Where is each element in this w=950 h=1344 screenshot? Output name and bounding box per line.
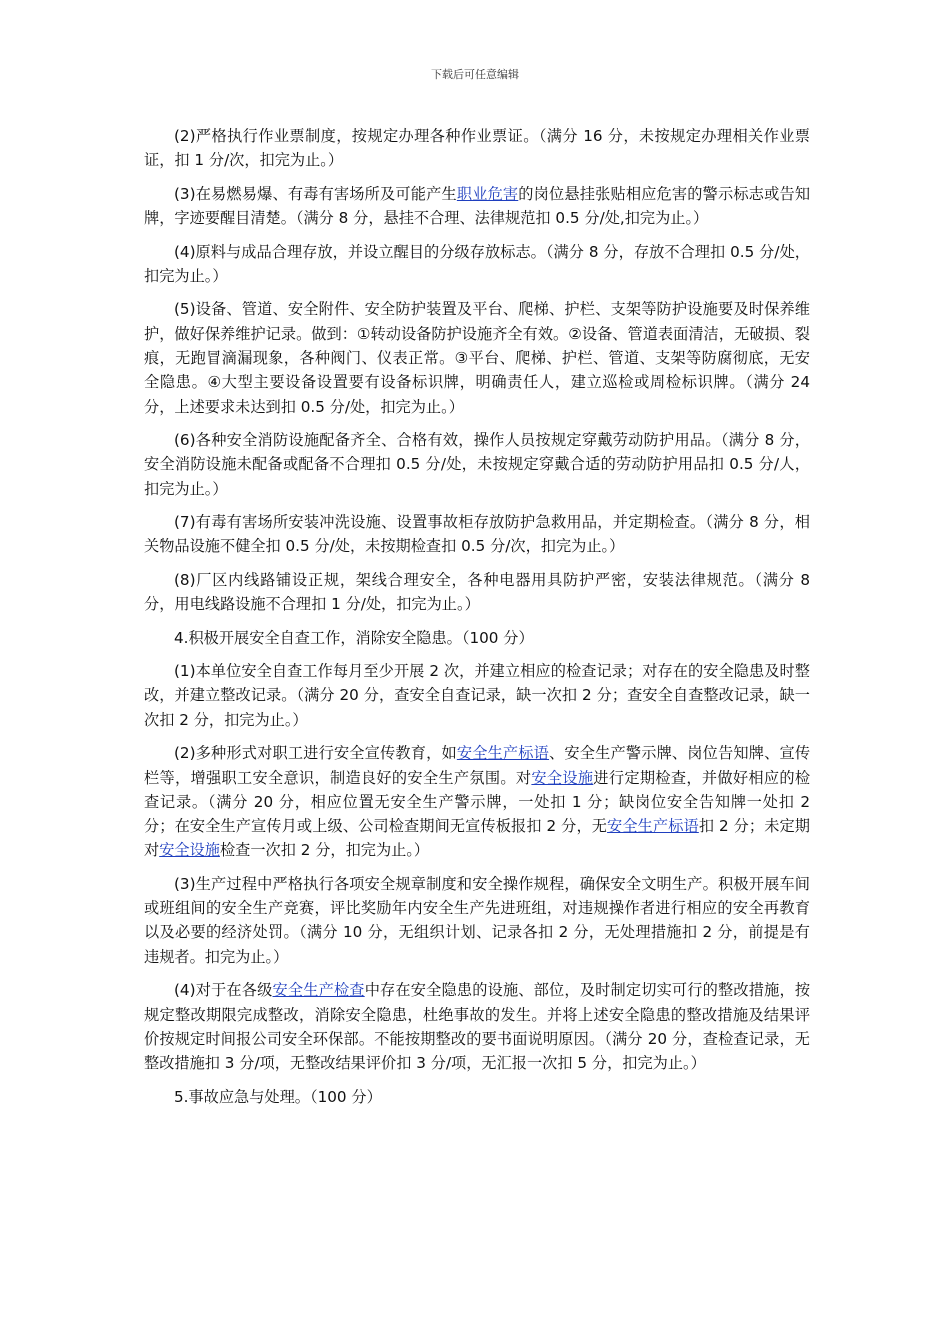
paragraph-text: (2)多种形式对职工进行安全宣传教育，如 [174, 744, 457, 763]
paragraph-text: (3)生产过程中严格执行各项安全规章制度和安全操作规程，确保安全文明生产。积极开展车间或班组间的安全生产竞赛，评比奖励年内安全生产先进班组，对违规操作者进行相应的安全再教育以及必要的经济处罚。（满分 10 分，无组织计划、记录各扣 2 分，无处理措施扣 2 分，前提是有违规者。扣完为止。） [144, 874, 810, 966]
paragraph-p-4-3-production [144, 872, 810, 969]
paragraph-p-section-4 [144, 626, 810, 650]
paragraph-text: (7)有毒有害场所安装冲洗设施、设置事故柜存放防护急救用品，并定期检查。（满分 8 分，相关物品设施不健全扣 0.5 分/处，未按期检查扣 0.5 分/次，扣完为止。） [144, 513, 810, 556]
paragraph-text: (8)厂区内线路铺设正规，架线合理安全，各种电器用具防护严密，安装法律规范。（满分 8 分，用电线路设施不合理扣 1 分/处，扣完为止。） [144, 570, 810, 614]
paragraph-text: 5.事故应急与处理。（100 分） [174, 1087, 382, 1106]
paragraph-p-6-fire [144, 428, 810, 501]
paragraph-text: 、安全生产警示牌、岗位告知牌、宣传栏等，增强职工安全意识，制造良好的安全生产氛围。对 [144, 744, 811, 787]
paragraph-p-3-warning-signs [144, 182, 810, 231]
hyperlink[interactable]: 安全设施 [159, 841, 220, 860]
paragraph-p-4-2-education [144, 741, 810, 862]
paragraph-text: (2)严格执行作业票制度，按规定办理各种作业票证。（满分 16 分，未按规定办理相关作业票证，扣 1 分/次，扣完为止。） [144, 127, 810, 170]
paragraph-text: 检查一次扣 2 分，扣完为止。） [219, 841, 430, 860]
paragraph-p-7-wash [144, 510, 810, 559]
paragraph-text: 进行定期检查，并做好相应的检查记录。（满分 20 分，相应位置无安全生产警示牌，一处扣 1 分；缺岗位安全告知牌一处扣 2 分；在安全生产宣传月或上级、公司检查期间无宣传板报扣 2 分，无 [144, 768, 811, 836]
paragraph-p-2-work-permit [144, 124, 810, 173]
paragraph-text: 扣 2 分；未定期对 [144, 817, 810, 860]
paragraph-p-8-wiring [144, 568, 810, 617]
hyperlink[interactable]: 职业危害 [456, 184, 519, 203]
document-body [144, 124, 810, 1118]
paragraph-text: 的岗位悬挂张贴相应危害的警示标志或告知牌，字迹要醒目清楚。（满分 8 分，悬挂不合理、法律规范扣 0.5 分/处,扣完为止。） [144, 184, 811, 228]
hyperlink[interactable]: 安全生产标语 [607, 817, 699, 836]
paragraph-text: (6)各种安全消防设施配备齐全、合格有效，操作人员按规定穿戴劳动防护用品。（满分 8 分，安全消防设施未配备或配备不合理扣 0.5 分/处，未按规定穿戴合适的劳动防护用品扣 0.5 分/人，扣完为止。） [144, 431, 810, 498]
hyperlink[interactable]: 安全生产标语 [456, 744, 550, 763]
paragraph-p-5-equipment [144, 297, 810, 418]
paragraph-text: (1)本单位安全自查工作每月至少开展 2 次，并建立相应的检查记录；对存在的安全隐患及时整改，并建立整改记录。（满分 20 分，查安全自查记录，缺一次扣 2 分；查安全自查整改记录，缺一次扣 2 分，扣完为止。） [144, 662, 810, 729]
paragraph-p-4-storage [144, 240, 810, 289]
paragraph-text: (5)设备、管道、安全附件、安全防护装置及平台、爬梯、护栏、支架等防护设施要及时保养维护，做好保养维护记录。做到：①转动设备防护设施齐全有效。②设备、管道表面清洁，无破损、裂痕，无跑冒滴漏现象，各种阀门、仪表正常。③平台、爬梯、护栏、管道、支架等防腐彻底，无安全隐患。④大型主要设备设置要有设备标识牌，明确责任人，建立巡检或周检标识牌。（满分 24 分，上述要求未达到扣 0.5 分/处，扣完为止。） [144, 300, 810, 416]
paragraph-p-section-5 [144, 1085, 810, 1109]
paragraph-p-4-4-rectify [144, 978, 810, 1075]
paragraph-text: (4)对于在各级 [174, 981, 273, 1000]
paragraph-text: 中存在安全隐患的设施、部位，及时制定切实可行的整改措施，按规定整改期限完成整改，消除安全隐患，杜绝事故的发生。并将上述安全隐患的整改措施及结果评价按规定时间报公司安全环保部。不能按期整改的要书面说明原因。（满分 20 分，查检查记录，无整改措施扣 3 分/项，无整改结果评价扣 3 分/项，无汇报一次扣 5 分，扣完为止。） [144, 981, 811, 1073]
page-header: 下载后可任意编辑 [431, 68, 519, 81]
hyperlink[interactable]: 安全生产检查 [272, 981, 365, 1000]
hyperlink[interactable]: 安全设施 [531, 768, 594, 787]
paragraph-text: 4.积极开展安全自查工作，消除安全隐患。（100 分） [174, 628, 534, 647]
paragraph-text: (3)在易燃易爆、有毒有害场所及可能产生 [174, 184, 457, 203]
paragraph-text: (4)原料与成品合理存放，并设立醒目的分级存放标志。（满分 8 分，存放不合理扣 0.5 分/处，扣完为止。） [144, 242, 810, 285]
paragraph-p-4-1-selfcheck [144, 659, 810, 732]
